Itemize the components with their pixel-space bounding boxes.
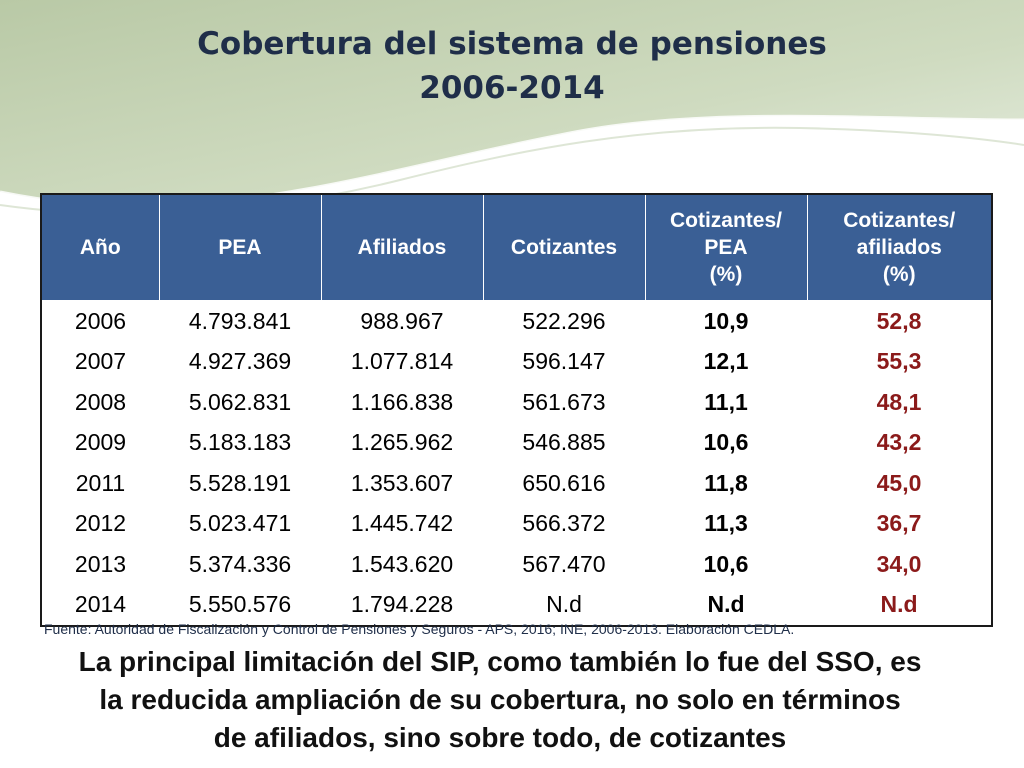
source-note: Fuente: Autoridad de Fiscalización y Control de Pensiones y Seguros - APS, 2016; INE, 2006-2013. Elaboración CEDLA.: [44, 621, 795, 637]
table-row: [41, 585, 992, 627]
table-row: [41, 463, 992, 504]
cell-year: 2006: [41, 301, 159, 342]
title-line-2: 2006-2014: [419, 70, 605, 106]
title-line-1: Cobertura del sistema de pensiones: [197, 26, 827, 62]
conclusion-line-3: de afiliados, sino sobre todo, de cotizantes: [213, 722, 787, 753]
cell-cotizantes: 650.616: [522, 469, 606, 496]
cell-pea: 5.528.191: [188, 469, 292, 496]
header-afiliados: Afiliados: [321, 194, 483, 301]
table-row: [41, 382, 992, 423]
cell-cotizantes-afiliados: 55,3: [807, 342, 992, 383]
cell-cotizantes-afiliados: 34,0: [807, 544, 992, 585]
cell-pea: 4.793.841: [188, 307, 292, 334]
conclusion-line-1: La principal limitación del SIP, como también lo fue del SSO, es: [78, 646, 922, 677]
cell-year: 2013: [41, 544, 159, 585]
cell-cotizantes-pea: 12,1: [703, 348, 749, 375]
table-row: [41, 504, 992, 545]
cell-year: 2009: [41, 423, 159, 464]
cell-year: 2008: [41, 382, 159, 423]
cell-year: 2011: [41, 463, 159, 504]
cell-cotizantes: 566.372: [522, 510, 606, 537]
table-header-row: [41, 194, 992, 301]
cell-cotizantes-pea: 11,3: [704, 510, 748, 537]
header-cotizantes-afiliados: Cotizantes/ afiliados (%): [807, 194, 992, 301]
table-row: [41, 423, 992, 464]
cell-cotizantes-afiliados: 52,8: [807, 301, 992, 342]
cell-cotizantes: N.d: [483, 585, 645, 627]
conclusion-line-2: la reducida ampliación de su cobertura, no solo en términos: [99, 684, 901, 715]
cell-cotizantes-pea: 10,6: [703, 429, 749, 456]
header-year: Año: [41, 194, 159, 301]
cell-cotizantes-pea: 11,8: [704, 469, 748, 496]
pension-coverage-table: [40, 193, 991, 627]
cell-cotizantes: 561.673: [522, 388, 606, 415]
header-cotizantes-pea: Cotizantes/ PEA (%): [645, 194, 807, 301]
cell-cotizantes-pea: 11,1: [704, 388, 748, 415]
cell-cotizantes-afiliados: 43,2: [807, 423, 992, 464]
cell-cotizantes-pea: 10,9: [703, 307, 749, 334]
header-cotizantes: Cotizantes: [483, 194, 645, 301]
cell-cotizantes-afiliados: 45,0: [807, 463, 992, 504]
cell-afiliados: 1.445.742: [350, 510, 454, 537]
cell-year: 2007: [41, 342, 159, 383]
cell-cotizantes-afiliados: 48,1: [807, 382, 992, 423]
page-title: [0, 22, 1024, 110]
cell-afiliados: 1.166.838: [350, 388, 454, 415]
conclusion-text: [0, 643, 1000, 757]
cell-cotizantes: 522.296: [522, 307, 606, 334]
cell-afiliados: 1.543.620: [350, 550, 454, 577]
cell-cotizantes: 596.147: [522, 348, 606, 375]
cell-afiliados: 988.967: [360, 307, 444, 334]
cell-pea: 5.550.576: [159, 585, 321, 627]
cell-year: 2014: [41, 585, 159, 627]
cell-cotizantes: 546.885: [522, 429, 606, 456]
cell-afiliados: 1.794.228: [321, 585, 483, 627]
cell-cotizantes-pea: 10,6: [703, 550, 749, 577]
table-row: [41, 342, 992, 383]
table-row: [41, 544, 992, 585]
header-pea: PEA: [159, 194, 321, 301]
cell-afiliados: 1.077.814: [350, 348, 454, 375]
cell-afiliados: 1.265.962: [350, 429, 454, 456]
table-row: [41, 301, 992, 342]
cell-pea: 5.062.831: [188, 388, 292, 415]
cell-cotizantes: 567.470: [522, 550, 606, 577]
cell-cotizantes-afiliados: 36,7: [807, 504, 992, 545]
cell-pea: 5.374.336: [188, 550, 292, 577]
cell-cotizantes-pea: N.d: [645, 585, 807, 627]
cell-year: 2012: [41, 504, 159, 545]
cell-pea: 4.927.369: [188, 348, 292, 375]
cell-cotizantes-afiliados: N.d: [807, 585, 992, 627]
cell-afiliados: 1.353.607: [350, 469, 454, 496]
cell-pea: 5.023.471: [188, 510, 292, 537]
cell-pea: 5.183.183: [188, 429, 292, 456]
